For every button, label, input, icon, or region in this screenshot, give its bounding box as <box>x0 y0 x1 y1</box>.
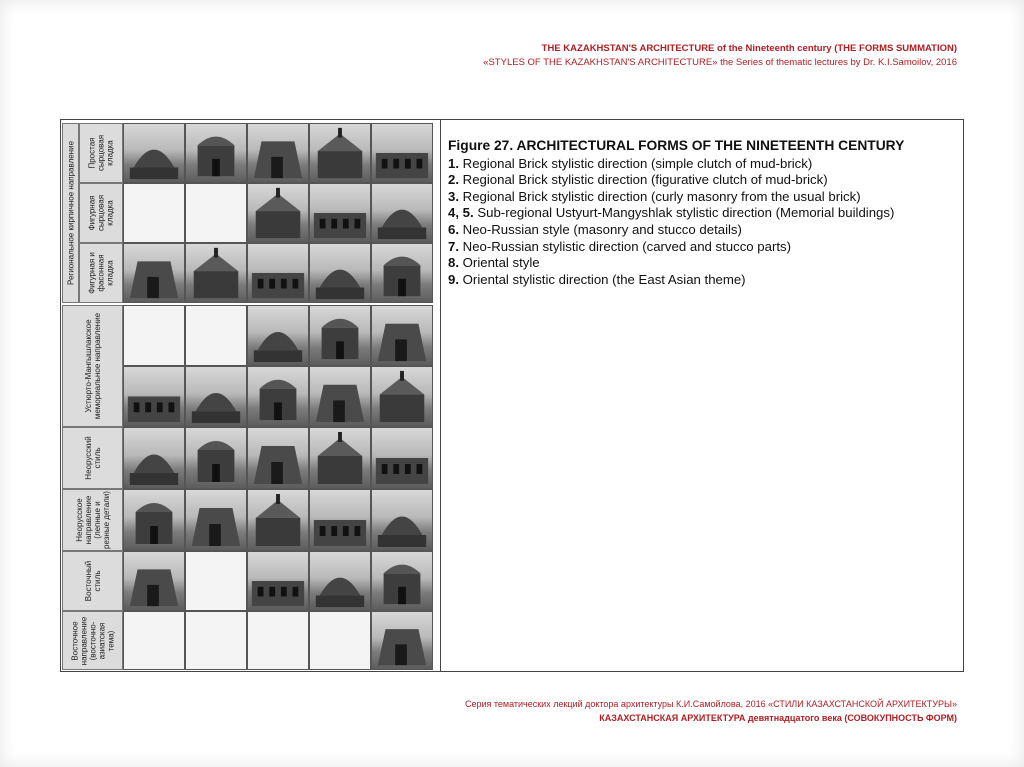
building-photo <box>309 123 371 183</box>
building-photo <box>371 243 433 303</box>
building-photo <box>247 366 309 427</box>
empty-cell <box>185 183 247 243</box>
figure-legend-item <box>448 222 958 239</box>
row-label-6 <box>62 427 123 489</box>
empty-cell <box>185 305 247 366</box>
building-photo <box>371 611 433 670</box>
empty-cell <box>123 305 185 366</box>
building-photo <box>309 489 371 551</box>
row-label-7-text: Неорусское направление (лепные и резные детали) <box>74 491 111 549</box>
building-photo <box>185 123 247 183</box>
building-photo <box>371 366 433 427</box>
building-photo <box>309 305 371 366</box>
figure-legend-text: Sub-regional Ustyurt-Mangyshlak stylistic direction (Memorial buildings) <box>473 205 895 221</box>
footer-line-2: КАЗАХСТАНСКАЯ АРХИТЕКТУРА девятнадцатого века (СОВОКУПНОСТЬ ФОРМ) <box>599 713 957 723</box>
figure-legend-number: 6. <box>448 221 459 237</box>
figure-legend-item <box>448 205 958 222</box>
row-label-8-text: Восточный стиль <box>83 560 102 602</box>
row-label-9 <box>62 611 123 670</box>
figure-legend-text: Regional Brick stylistic direction (simple clutch of mud-brick) <box>459 155 813 171</box>
building-photo <box>247 183 309 243</box>
figure-legend-list <box>448 156 958 289</box>
building-photo <box>123 243 185 303</box>
row-label-3 <box>79 243 123 303</box>
figure-legend-number: 2. <box>448 172 459 188</box>
footer-line-1: Серия тематических лекций доктора архитектуры К.И.Самойлова, 2016 «СТИЛИ КАЗАХСТАНСКОЙ АРХИТЕКТУРЫ» <box>464 699 957 709</box>
empty-cell <box>185 551 247 611</box>
empty-cell <box>185 611 247 670</box>
figure-legend-number: 7. <box>448 238 459 254</box>
figure-legend-number: 3. <box>448 188 459 204</box>
building-photo <box>371 123 433 183</box>
building-photo <box>309 551 371 611</box>
building-photo <box>371 551 433 611</box>
building-photo <box>123 366 185 427</box>
figure-legend-text: Oriental style <box>459 255 540 271</box>
group-label-regional-text: Региональное кирпичное направление <box>66 140 75 286</box>
building-photo <box>371 427 433 489</box>
row-label-6-text: Неорусский стиль <box>83 436 102 480</box>
figure-caption <box>448 138 958 288</box>
building-photo <box>185 243 247 303</box>
figure-legend-number: 4, 5. <box>448 205 474 221</box>
figure-legend-number: 1. <box>448 155 459 171</box>
group-label-regional <box>62 123 79 303</box>
building-photo <box>185 489 247 551</box>
building-photo <box>123 551 185 611</box>
figure-legend-item <box>448 255 958 272</box>
figure-legend-text: Oriental stylistic direction (the East Asian theme) <box>459 271 746 287</box>
figure-title: Figure 27. ARCHITECTURAL FORMS OF THE NINETEENTH CENTURY <box>448 138 905 153</box>
empty-cell <box>123 611 185 670</box>
building-photo <box>247 427 309 489</box>
header-title: THE KAZAKHSTAN'S ARCHITECTURE of the Nineteenth century (THE FORMS SUMMATION) <box>541 43 957 54</box>
row-label-2 <box>79 183 123 243</box>
empty-cell <box>247 611 309 670</box>
group-label-ustyurt-text: Устюрто-Мангышлакское мемориальное направление <box>83 312 102 420</box>
figure-legend-number: 8. <box>448 255 459 271</box>
building-photo <box>309 366 371 427</box>
building-photo <box>371 305 433 366</box>
building-photo <box>247 123 309 183</box>
figure-legend-item <box>448 189 958 206</box>
row-label-7 <box>62 489 123 551</box>
building-photo <box>247 489 309 551</box>
building-photo <box>185 427 247 489</box>
row-label-1 <box>79 123 123 183</box>
figure-legend-item <box>448 272 958 289</box>
building-photo <box>185 366 247 427</box>
figure-legend-text: Regional Brick stylistic direction (figurative clutch of mud-brick) <box>459 172 828 188</box>
figure-board <box>60 119 964 672</box>
figure-legend-text: Regional Brick stylistic direction (curly masonry from the usual brick) <box>459 188 861 204</box>
building-photo <box>123 427 185 489</box>
building-photo <box>371 183 433 243</box>
building-photo <box>123 123 185 183</box>
building-photo <box>309 243 371 303</box>
row-label-3-text: Фигурная и фасонная кладка <box>87 252 115 294</box>
figure-legend-item <box>448 172 958 189</box>
photo-grid <box>62 123 434 670</box>
building-photo <box>247 551 309 611</box>
building-photo <box>247 305 309 366</box>
building-photo <box>309 427 371 489</box>
row-label-2-text: Фигурная сырцовая кладка <box>87 194 115 232</box>
row-label-1-text: Простая сырцовая кладка <box>87 134 115 172</box>
empty-cell <box>123 183 185 243</box>
building-photo <box>247 243 309 303</box>
building-photo <box>309 183 371 243</box>
figure-legend-text: Neo-Russian stylistic direction (carved and stucco parts) <box>459 238 792 254</box>
row-label-8 <box>62 551 123 611</box>
figure-legend-item <box>448 239 958 256</box>
figure-legend-number: 9. <box>448 271 459 287</box>
group-label-ustyurt <box>62 305 123 427</box>
header-subtitle: «STYLES OF THE KAZAKHSTAN'S ARCHITECTURE» the Series of thematic lectures by Dr. K.I.Samoilov, 2016 <box>483 57 957 68</box>
divider-line <box>440 120 441 671</box>
row-label-9-text: Восточное направление (восточно-азиатская тема) <box>70 616 115 665</box>
building-photo <box>371 489 433 551</box>
building-photo <box>123 489 185 551</box>
figure-legend-text: Neo-Russian style (masonry and stucco details) <box>459 221 742 237</box>
empty-cell <box>309 611 371 670</box>
figure-legend-item <box>448 156 958 173</box>
